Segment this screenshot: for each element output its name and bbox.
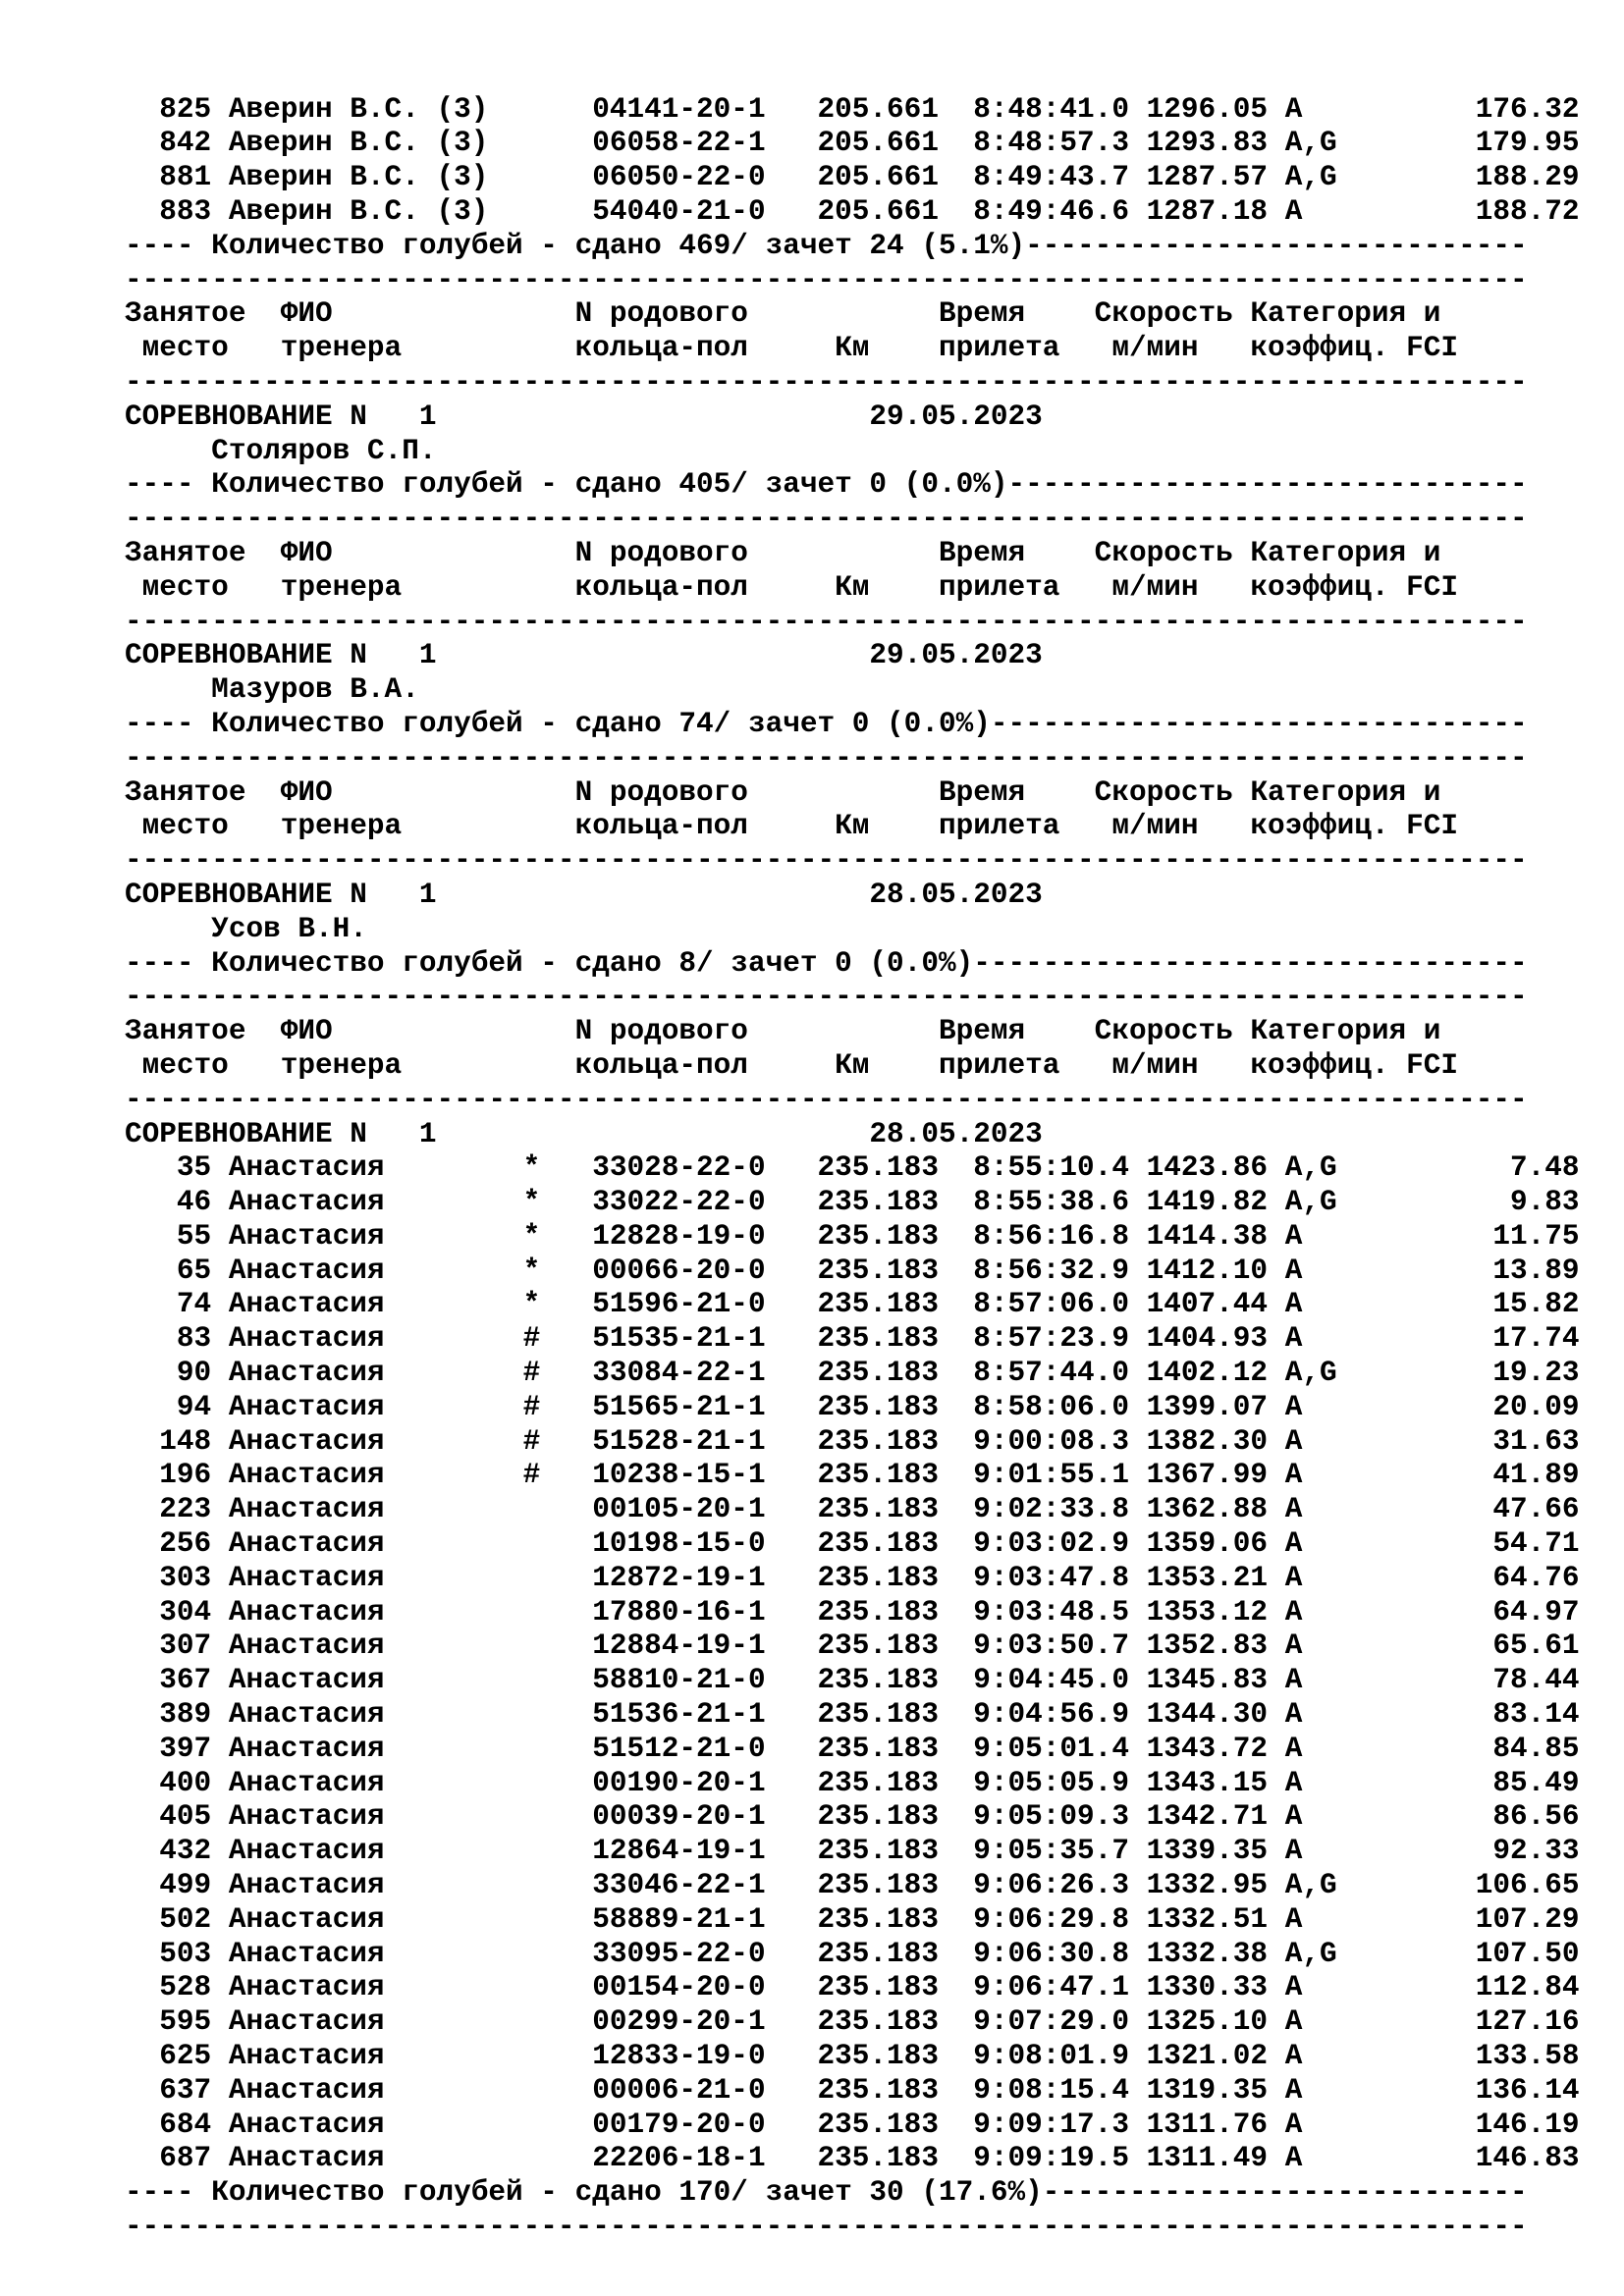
results-report	[125, 93, 1580, 2245]
result-row: 148 Анастасия # 51528-21-1 235.183 9:00:08.3 1382.30 A 31.63	[125, 1424, 1580, 1458]
result-row: 842 Аверин В.С. (3) 06058-22-1 205.661 8:48:57.3 1293.83 A,G 179.95	[125, 127, 1580, 160]
result-row: 94 Анастасия # 51565-21-1 235.183 8:58:06.0 1399.07 A 20.09	[125, 1390, 1580, 1423]
column-header: место тренера кольца-пол Км прилета м/мин коэффиц. FCI	[125, 332, 1459, 365]
result-row: 55 Анастасия * 12828-19-0 235.183 8:56:16.8 1414.38 A 11.75	[125, 1219, 1580, 1253]
trainer-name: Усов В.Н.	[125, 912, 367, 945]
result-row: 46 Анастасия * 33022-22-0 235.183 8:55:38.6 1419.82 A,G 9.83	[125, 1186, 1580, 1219]
result-row: 528 Анастасия 00154-20-0 235.183 9:06:47.1 1330.33 A 112.84	[125, 1971, 1580, 2004]
result-row: 499 Анастасия 33046-22-1 235.183 9:06:26.3 1332.95 A,G 106.65	[125, 1869, 1580, 1902]
result-row: 196 Анастасия # 10238-15-1 235.183 9:01:55.1 1367.99 A 41.89	[125, 1459, 1580, 1492]
result-row: 256 Анастасия 10198-15-0 235.183 9:03:02.9 1359.06 A 54.71	[125, 1527, 1580, 1561]
result-row: 883 Аверин В.С. (3) 54040-21-0 205.661 8:49:46.6 1287.18 A 188.72	[125, 194, 1580, 228]
trainer-name: Мазуров В.А.	[125, 673, 419, 707]
trainer-name: Столяров С.П.	[125, 434, 437, 467]
divider-line: ---------------------------------------------------------------------------------	[125, 844, 1528, 878]
divider-line: ---------------------------------------------------------------------------------	[125, 605, 1528, 638]
result-row: 74 Анастасия * 51596-21-0 235.183 8:57:06.0 1407.44 A 15.82	[125, 1288, 1580, 1321]
column-header: Занятое ФИО N родового Время Скорость Категория и	[125, 1015, 1441, 1048]
divider-line: ---------------------------------------------------------------------------------	[125, 263, 1528, 296]
summary-line: ---- Количество голубей - сдано 405/ зачет 0 (0.0%)------------------------------	[125, 468, 1528, 502]
column-header: место тренера кольца-пол Км прилета м/мин коэффиц. FCI	[125, 570, 1459, 604]
result-row: 304 Анастасия 17880-16-1 235.183 9:03:48.5 1353.12 A 64.97	[125, 1595, 1580, 1629]
result-row: 595 Анастасия 00299-20-1 235.183 9:07:29.0 1325.10 A 127.16	[125, 2005, 1580, 2039]
result-row: 400 Анастасия 00190-20-1 235.183 9:05:05.9 1343.15 A 85.49	[125, 1766, 1580, 1799]
divider-line: ---------------------------------------------------------------------------------	[125, 981, 1528, 1014]
competition-header: СОРЕВНОВАНИЕ N 1 28.05.2023	[125, 1117, 1043, 1150]
result-row: 432 Анастасия 12864-19-1 235.183 9:05:35.7 1339.35 A 92.33	[125, 1835, 1580, 1868]
divider-line: ---------------------------------------------------------------------------------	[125, 365, 1528, 399]
column-header: Занятое ФИО N родового Время Скорость Категория и	[125, 297, 1441, 331]
result-row: 65 Анастасия * 00066-20-0 235.183 8:56:32.9 1412.10 A 13.89	[125, 1254, 1580, 1287]
divider-line: ---------------------------------------------------------------------------------	[125, 503, 1528, 536]
divider-line: ---------------------------------------------------------------------------------	[125, 2211, 1528, 2243]
result-row: 90 Анастасия # 33084-22-1 235.183 8:57:44.0 1402.12 A,G 19.23	[125, 1357, 1580, 1390]
summary-line: ---- Количество голубей - сдано 170/ зачет 30 (17.6%)----------------------------	[125, 2176, 1528, 2210]
result-row: 405 Анастасия 00039-20-1 235.183 9:05:09.3 1342.71 A 86.56	[125, 1800, 1580, 1834]
competition-header: СОРЕВНОВАНИЕ N 1 29.05.2023	[125, 639, 1043, 672]
result-row: 389 Анастасия 51536-21-1 235.183 9:04:56.9 1344.30 A 83.14	[125, 1698, 1580, 1732]
result-row: 367 Анастасия 58810-21-0 235.183 9:04:45.0 1345.83 A 78.44	[125, 1664, 1580, 1697]
result-row: 502 Анастасия 58889-21-1 235.183 9:06:29.8 1332.51 A 107.29	[125, 1902, 1580, 1936]
result-row: 83 Анастасия # 51535-21-1 235.183 8:57:23.9 1404.93 A 17.74	[125, 1322, 1580, 1356]
result-row: 35 Анастасия * 33028-22-0 235.183 8:55:10.4 1423.86 A,G 7.48	[125, 1151, 1580, 1185]
summary-line: ---- Количество голубей - сдано 469/ зачет 24 (5.1%)-----------------------------	[125, 229, 1528, 262]
result-row: 397 Анастасия 51512-21-0 235.183 9:05:01.4 1343.72 A 84.85	[125, 1732, 1580, 1765]
summary-line: ---- Количество голубей - сдано 74/ зачет 0 (0.0%)-------------------------------	[125, 707, 1528, 740]
summary-line: ---- Количество голубей - сдано 8/ зачет 0 (0.0%)--------------------------------	[125, 946, 1528, 980]
result-row: 503 Анастасия 33095-22-0 235.183 9:06:30.8 1332.38 A,G 107.50	[125, 1937, 1580, 1970]
column-header: Занятое ФИО N родового Время Скорость Категория и	[125, 775, 1441, 809]
result-row: 825 Аверин В.С. (3) 04141-20-1 205.661 8:48:41.0 1296.05 A 176.32	[125, 92, 1580, 126]
result-row: 881 Аверин В.С. (3) 06050-22-0 205.661 8:49:43.7 1287.57 A,G 188.29	[125, 161, 1580, 194]
column-header: место тренера кольца-пол Км прилета м/мин коэффиц. FCI	[125, 1048, 1459, 1082]
divider-line: ---------------------------------------------------------------------------------	[125, 1083, 1528, 1116]
result-row: 303 Анастасия 12872-19-1 235.183 9:03:47.8 1353.21 A 64.76	[125, 1561, 1580, 1594]
competition-header: СОРЕВНОВАНИЕ N 1 29.05.2023	[125, 400, 1043, 433]
divider-line: ---------------------------------------------------------------------------------	[125, 741, 1528, 774]
result-row: 307 Анастасия 12884-19-1 235.183 9:03:50.7 1352.83 A 65.61	[125, 1629, 1580, 1663]
competition-header: СОРЕВНОВАНИЕ N 1 28.05.2023	[125, 878, 1043, 911]
column-header: Занятое ФИО N родового Время Скорость Категория и	[125, 536, 1441, 569]
result-row: 637 Анастасия 00006-21-0 235.183 9:08:15.4 1319.35 A 136.14	[125, 2073, 1580, 2107]
result-row: 625 Анастасия 12833-19-0 235.183 9:08:01.9 1321.02 A 133.58	[125, 2040, 1580, 2073]
result-row: 684 Анастасия 00179-20-0 235.183 9:09:17.3 1311.76 A 146.19	[125, 2108, 1580, 2141]
result-row: 687 Анастасия 22206-18-1 235.183 9:09:19.5 1311.49 A 146.83	[125, 2142, 1580, 2175]
result-row: 223 Анастасия 00105-20-1 235.183 9:02:33.8 1362.88 A 47.66	[125, 1493, 1580, 1526]
column-header: место тренера кольца-пол Км прилета м/мин коэффиц. FCI	[125, 810, 1459, 843]
